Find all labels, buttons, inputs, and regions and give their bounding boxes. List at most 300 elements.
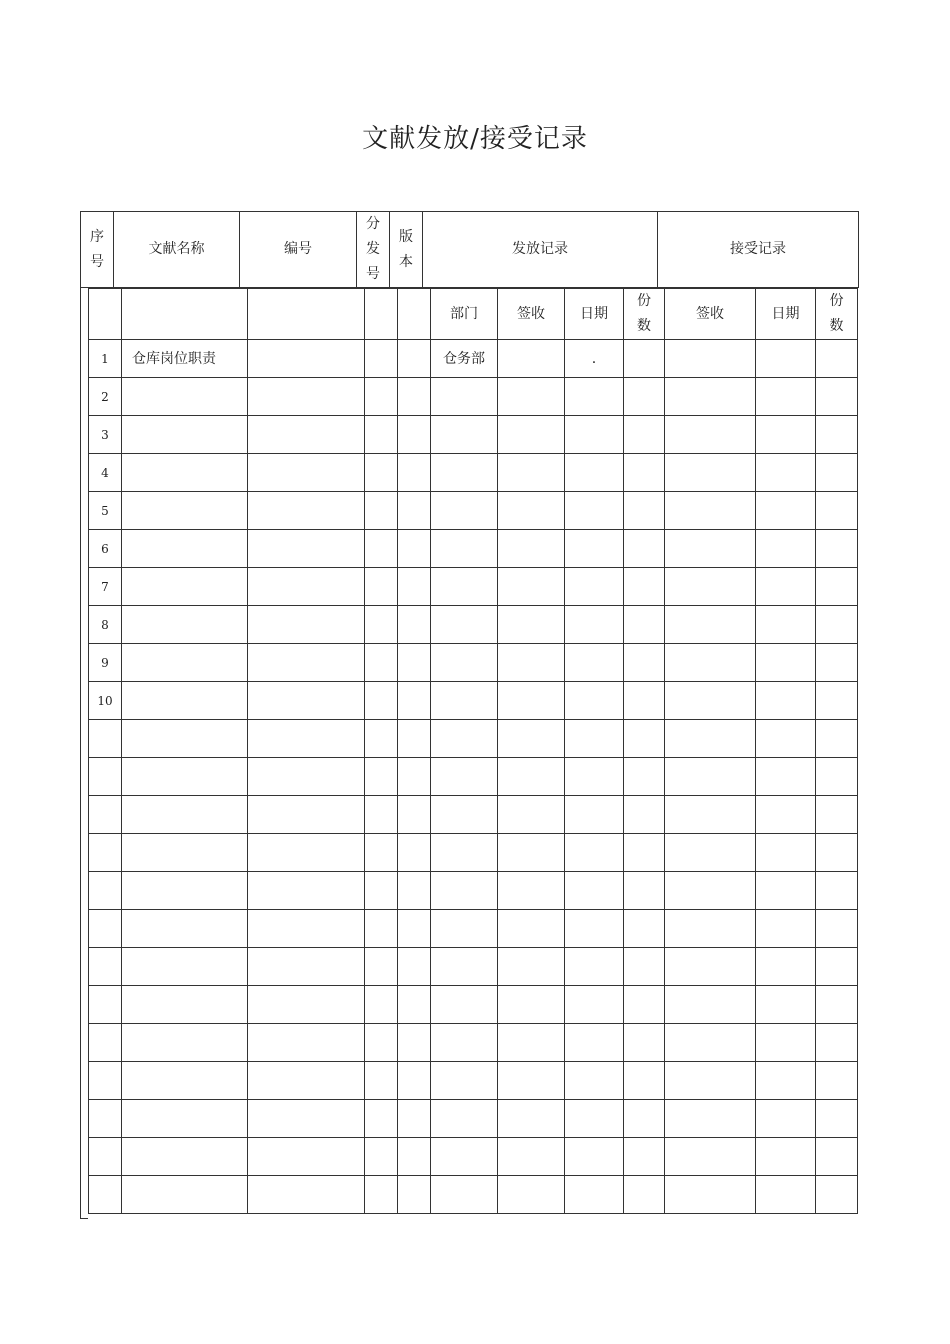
cell-doc-name[interactable]	[122, 910, 248, 948]
cell-dept[interactable]	[431, 530, 498, 568]
cell-recv-copies[interactable]	[816, 530, 858, 568]
cell-version[interactable]	[398, 1176, 431, 1214]
cell-recv-sign[interactable]	[665, 378, 756, 416]
cell-dist-no[interactable]	[365, 1024, 398, 1062]
cell-code[interactable]	[248, 682, 365, 720]
cell-recv-sign[interactable]	[665, 758, 756, 796]
cell-version[interactable]	[398, 378, 431, 416]
table-row	[89, 1062, 858, 1100]
cell-version[interactable]	[398, 834, 431, 872]
sub-issue-copies: 份数	[624, 289, 665, 340]
cell-issue-copies[interactable]	[624, 530, 665, 568]
cell-doc-name[interactable]	[122, 568, 248, 606]
cell-recv-sign[interactable]	[665, 796, 756, 834]
cell-recv-date[interactable]	[756, 492, 816, 530]
cell-recv-date[interactable]	[756, 1024, 816, 1062]
cell-issue-sign[interactable]	[498, 454, 565, 492]
cell-code[interactable]	[248, 416, 365, 454]
table-row	[89, 1176, 858, 1214]
cell-version[interactable]	[398, 606, 431, 644]
cell-doc-name[interactable]	[122, 796, 248, 834]
cell-code[interactable]	[248, 1138, 365, 1176]
cell-issue-copies[interactable]	[624, 1176, 665, 1214]
cell-issue-sign[interactable]	[498, 1100, 565, 1138]
cell-doc-name[interactable]	[122, 644, 248, 682]
cell-doc-name[interactable]	[122, 378, 248, 416]
cell-issue-date[interactable]	[565, 834, 624, 872]
cell-recv-date[interactable]	[756, 948, 816, 986]
cell-dist-no[interactable]	[365, 340, 398, 378]
cell-issue-sign[interactable]	[498, 834, 565, 872]
cell-recv-copies[interactable]	[816, 416, 858, 454]
cell-seq[interactable]	[89, 1024, 122, 1062]
cell-dept[interactable]	[431, 454, 498, 492]
cell-doc-name[interactable]	[122, 492, 248, 530]
cell-code[interactable]	[248, 530, 365, 568]
cell-doc-name[interactable]	[122, 530, 248, 568]
cell-seq[interactable]: 3	[89, 416, 122, 454]
cell-issue-sign[interactable]	[498, 796, 565, 834]
cell-recv-date[interactable]	[756, 1100, 816, 1138]
cell-recv-date[interactable]	[756, 606, 816, 644]
cell-issue-sign[interactable]	[498, 1024, 565, 1062]
cell-dist-no[interactable]	[365, 644, 398, 682]
cell-recv-copies[interactable]	[816, 986, 858, 1024]
cell-version[interactable]	[398, 796, 431, 834]
sub-blank	[89, 289, 122, 340]
cell-issue-sign[interactable]	[498, 416, 565, 454]
cell-dept[interactable]	[431, 796, 498, 834]
cell-version[interactable]	[398, 1062, 431, 1100]
cell-version[interactable]	[398, 1138, 431, 1176]
cell-issue-sign[interactable]	[498, 378, 565, 416]
cell-issue-copies[interactable]	[624, 454, 665, 492]
cell-issue-date[interactable]	[565, 1062, 624, 1100]
header-issue-record: 发放记录	[423, 212, 658, 288]
cell-code[interactable]	[248, 378, 365, 416]
cell-issue-copies[interactable]	[624, 758, 665, 796]
cell-recv-sign[interactable]	[665, 530, 756, 568]
cell-issue-copies[interactable]	[624, 340, 665, 378]
cell-issue-sign[interactable]	[498, 986, 565, 1024]
cell-recv-date[interactable]	[756, 378, 816, 416]
cell-seq[interactable]	[89, 910, 122, 948]
cell-dist-no[interactable]	[365, 720, 398, 758]
cell-issue-sign[interactable]	[498, 530, 565, 568]
cell-doc-name[interactable]	[122, 606, 248, 644]
cell-dept[interactable]	[431, 910, 498, 948]
cell-dist-no[interactable]	[365, 910, 398, 948]
cell-issue-sign[interactable]	[498, 758, 565, 796]
cell-dist-no[interactable]	[365, 796, 398, 834]
cell-doc-name[interactable]	[122, 1176, 248, 1214]
cell-recv-copies[interactable]	[816, 1138, 858, 1176]
cell-issue-date[interactable]	[565, 986, 624, 1024]
cell-dept[interactable]: 仓务部	[431, 340, 498, 378]
cell-dist-no[interactable]	[365, 758, 398, 796]
cell-recv-copies[interactable]	[816, 454, 858, 492]
cell-issue-copies[interactable]	[624, 378, 665, 416]
cell-code[interactable]	[248, 1176, 365, 1214]
cell-recv-copies[interactable]	[816, 1176, 858, 1214]
cell-dept[interactable]	[431, 1100, 498, 1138]
cell-issue-copies[interactable]	[624, 910, 665, 948]
cell-issue-sign[interactable]	[498, 948, 565, 986]
cell-recv-date[interactable]	[756, 568, 816, 606]
cell-issue-date[interactable]	[565, 454, 624, 492]
table-row	[89, 530, 858, 568]
cell-recv-copies[interactable]	[816, 1062, 858, 1100]
cell-seq[interactable]: 8	[89, 606, 122, 644]
cell-recv-sign[interactable]	[665, 1176, 756, 1214]
cell-issue-sign[interactable]	[498, 340, 565, 378]
cell-dist-no[interactable]	[365, 834, 398, 872]
cell-dept[interactable]	[431, 1138, 498, 1176]
cell-issue-date[interactable]	[565, 416, 624, 454]
cell-code[interactable]	[248, 1024, 365, 1062]
cell-issue-date[interactable]	[565, 378, 624, 416]
cell-recv-copies[interactable]	[816, 606, 858, 644]
cell-issue-copies[interactable]	[624, 1138, 665, 1176]
table-row	[89, 682, 858, 720]
cell-recv-sign[interactable]	[665, 492, 756, 530]
cell-doc-name[interactable]	[122, 872, 248, 910]
cell-recv-date[interactable]	[756, 872, 816, 910]
cell-recv-date[interactable]	[756, 682, 816, 720]
cell-seq[interactable]: 5	[89, 492, 122, 530]
cell-recv-sign[interactable]	[665, 834, 756, 872]
cell-dept[interactable]	[431, 948, 498, 986]
cell-recv-copies[interactable]	[816, 720, 858, 758]
cell-recv-copies[interactable]	[816, 492, 858, 530]
cell-issue-sign[interactable]	[498, 872, 565, 910]
cell-recv-sign[interactable]	[665, 986, 756, 1024]
cell-issue-copies[interactable]	[624, 948, 665, 986]
cell-dept[interactable]	[431, 872, 498, 910]
cell-code[interactable]	[248, 454, 365, 492]
cell-seq[interactable]: 6	[89, 530, 122, 568]
cell-issue-copies[interactable]	[624, 796, 665, 834]
cell-seq[interactable]: 2	[89, 378, 122, 416]
cell-doc-name[interactable]: 仓库岗位职责	[122, 340, 248, 378]
cell-dist-no[interactable]	[365, 872, 398, 910]
cell-version[interactable]	[398, 1100, 431, 1138]
cell-issue-copies[interactable]	[624, 1100, 665, 1138]
cell-version[interactable]	[398, 530, 431, 568]
cell-seq[interactable]	[89, 1176, 122, 1214]
cell-recv-copies[interactable]	[816, 796, 858, 834]
cell-recv-date[interactable]	[756, 1138, 816, 1176]
table-row	[89, 606, 858, 644]
sub-blank	[398, 289, 431, 340]
cell-seq[interactable]	[89, 758, 122, 796]
cell-issue-date[interactable]	[565, 796, 624, 834]
cell-issue-date[interactable]	[565, 492, 624, 530]
cell-code[interactable]	[248, 340, 365, 378]
cell-seq[interactable]: 9	[89, 644, 122, 682]
cell-recv-copies[interactable]	[816, 568, 858, 606]
cell-issue-sign[interactable]	[498, 606, 565, 644]
cell-version[interactable]	[398, 454, 431, 492]
cell-issue-copies[interactable]	[624, 1062, 665, 1100]
cell-seq[interactable]: 4	[89, 454, 122, 492]
cell-recv-sign[interactable]	[665, 720, 756, 758]
cell-doc-name[interactable]	[122, 416, 248, 454]
cell-code[interactable]	[248, 758, 365, 796]
cell-version[interactable]	[398, 872, 431, 910]
cell-issue-sign[interactable]	[498, 568, 565, 606]
cell-issue-sign[interactable]	[498, 682, 565, 720]
cell-dept[interactable]	[431, 1062, 498, 1100]
sub-recv-copies: 份数	[816, 289, 858, 340]
cell-issue-date[interactable]	[565, 1176, 624, 1214]
cell-doc-name[interactable]	[122, 1138, 248, 1176]
cell-recv-date[interactable]	[756, 340, 816, 378]
cell-issue-copies[interactable]	[624, 606, 665, 644]
cell-code[interactable]	[248, 644, 365, 682]
cell-recv-sign[interactable]	[665, 1062, 756, 1100]
cell-recv-copies[interactable]	[816, 872, 858, 910]
cell-issue-date[interactable]	[565, 568, 624, 606]
cell-issue-date[interactable]: .	[565, 340, 624, 378]
cell-version[interactable]	[398, 986, 431, 1024]
cell-recv-copies[interactable]	[816, 758, 858, 796]
cell-recv-copies[interactable]	[816, 1100, 858, 1138]
cell-issue-copies[interactable]	[624, 720, 665, 758]
cell-issue-date[interactable]	[565, 606, 624, 644]
cell-seq[interactable]	[89, 948, 122, 986]
cell-issue-sign[interactable]	[498, 644, 565, 682]
cell-doc-name[interactable]	[122, 834, 248, 872]
cell-version[interactable]	[398, 644, 431, 682]
cell-recv-copies[interactable]	[816, 910, 858, 948]
cell-code[interactable]	[248, 720, 365, 758]
cell-doc-name[interactable]	[122, 682, 248, 720]
cell-issue-sign[interactable]	[498, 1176, 565, 1214]
cell-dist-no[interactable]	[365, 948, 398, 986]
cell-recv-sign[interactable]	[665, 872, 756, 910]
cell-issue-copies[interactable]	[624, 986, 665, 1024]
cell-issue-date[interactable]	[565, 530, 624, 568]
cell-code[interactable]	[248, 834, 365, 872]
cell-dist-no[interactable]	[365, 492, 398, 530]
cell-code[interactable]	[248, 1100, 365, 1138]
cell-issue-sign[interactable]	[498, 910, 565, 948]
cell-doc-name[interactable]	[122, 720, 248, 758]
cell-issue-copies[interactable]	[624, 568, 665, 606]
cell-code[interactable]	[248, 910, 365, 948]
cell-version[interactable]	[398, 492, 431, 530]
table-row	[89, 948, 858, 986]
cell-issue-date[interactable]	[565, 1138, 624, 1176]
cell-doc-name[interactable]	[122, 758, 248, 796]
cell-issue-sign[interactable]	[498, 1062, 565, 1100]
table-row	[89, 1138, 858, 1176]
cell-issue-sign[interactable]	[498, 720, 565, 758]
cell-issue-date[interactable]	[565, 910, 624, 948]
cell-dept[interactable]	[431, 986, 498, 1024]
cell-issue-date[interactable]	[565, 1100, 624, 1138]
cell-dept[interactable]	[431, 492, 498, 530]
cell-recv-sign[interactable]	[665, 340, 756, 378]
cell-version[interactable]	[398, 340, 431, 378]
cell-recv-copies[interactable]	[816, 948, 858, 986]
cell-recv-date[interactable]	[756, 758, 816, 796]
cell-recv-date[interactable]	[756, 1176, 816, 1214]
cell-code[interactable]	[248, 948, 365, 986]
cell-version[interactable]	[398, 758, 431, 796]
cell-seq[interactable]	[89, 1062, 122, 1100]
cell-dept[interactable]	[431, 378, 498, 416]
cell-seq[interactable]	[89, 796, 122, 834]
cell-seq[interactable]	[89, 872, 122, 910]
cell-issue-copies[interactable]	[624, 872, 665, 910]
cell-version[interactable]	[398, 568, 431, 606]
cell-dist-no[interactable]	[365, 530, 398, 568]
cell-version[interactable]	[398, 720, 431, 758]
cell-dist-no[interactable]	[365, 454, 398, 492]
cell-dist-no[interactable]	[365, 1100, 398, 1138]
table-row	[89, 1024, 858, 1062]
cell-code[interactable]	[248, 492, 365, 530]
cell-issue-sign[interactable]	[498, 1138, 565, 1176]
cell-issue-copies[interactable]	[624, 416, 665, 454]
cell-dept[interactable]	[431, 644, 498, 682]
cell-dept[interactable]	[431, 682, 498, 720]
sub-recv-date: 日期	[756, 289, 816, 340]
cell-code[interactable]	[248, 872, 365, 910]
cell-recv-sign[interactable]	[665, 606, 756, 644]
cell-seq[interactable]	[89, 834, 122, 872]
cell-doc-name[interactable]	[122, 1100, 248, 1138]
cell-recv-date[interactable]	[756, 834, 816, 872]
cell-recv-date[interactable]	[756, 454, 816, 492]
cell-seq[interactable]: 10	[89, 682, 122, 720]
cell-code[interactable]	[248, 606, 365, 644]
cell-issue-copies[interactable]	[624, 682, 665, 720]
cell-recv-sign[interactable]	[665, 568, 756, 606]
cell-issue-sign[interactable]	[498, 492, 565, 530]
cell-issue-date[interactable]	[565, 682, 624, 720]
table-row	[89, 796, 858, 834]
cell-issue-copies[interactable]	[624, 834, 665, 872]
cell-version[interactable]	[398, 682, 431, 720]
cell-dist-no[interactable]	[365, 1176, 398, 1214]
cell-doc-name[interactable]	[122, 986, 248, 1024]
cell-recv-date[interactable]	[756, 416, 816, 454]
cell-recv-date[interactable]	[756, 910, 816, 948]
cell-dist-no[interactable]	[365, 1062, 398, 1100]
cell-dist-no[interactable]	[365, 378, 398, 416]
table-row	[89, 416, 858, 454]
cell-doc-name[interactable]	[122, 1024, 248, 1062]
cell-code[interactable]	[248, 1062, 365, 1100]
cell-doc-name[interactable]	[122, 1062, 248, 1100]
cell-recv-sign[interactable]	[665, 644, 756, 682]
cell-dept[interactable]	[431, 568, 498, 606]
page-title: 文献发放/接受记录	[362, 124, 588, 154]
cell-recv-date[interactable]	[756, 796, 816, 834]
cell-seq[interactable]	[89, 720, 122, 758]
cell-issue-date[interactable]	[565, 872, 624, 910]
cell-issue-copies[interactable]	[624, 1024, 665, 1062]
cell-doc-name[interactable]	[122, 948, 248, 986]
cell-recv-sign[interactable]	[665, 948, 756, 986]
cell-recv-sign[interactable]	[665, 416, 756, 454]
cell-recv-date[interactable]	[756, 720, 816, 758]
cell-code[interactable]	[248, 986, 365, 1024]
cell-dist-no[interactable]	[365, 986, 398, 1024]
cell-issue-date[interactable]	[565, 720, 624, 758]
cell-issue-date[interactable]	[565, 948, 624, 986]
cell-issue-copies[interactable]	[624, 644, 665, 682]
cell-dept[interactable]	[431, 720, 498, 758]
cell-dept[interactable]	[431, 758, 498, 796]
cell-recv-sign[interactable]	[665, 910, 756, 948]
cell-doc-name[interactable]	[122, 454, 248, 492]
cell-recv-sign[interactable]	[665, 454, 756, 492]
cell-recv-copies[interactable]	[816, 378, 858, 416]
cell-code[interactable]	[248, 568, 365, 606]
cell-seq[interactable]	[89, 1100, 122, 1138]
cell-seq[interactable]	[89, 1138, 122, 1176]
cell-seq[interactable]	[89, 986, 122, 1024]
cell-version[interactable]	[398, 1024, 431, 1062]
table-row	[89, 1100, 858, 1138]
cell-recv-sign[interactable]	[665, 1100, 756, 1138]
cell-dist-no[interactable]	[365, 682, 398, 720]
cell-recv-date[interactable]	[756, 986, 816, 1024]
cell-recv-date[interactable]	[756, 530, 816, 568]
cell-recv-sign[interactable]	[665, 1138, 756, 1176]
cell-recv-copies[interactable]	[816, 682, 858, 720]
cell-issue-date[interactable]	[565, 758, 624, 796]
cell-recv-date[interactable]	[756, 1062, 816, 1100]
table-row	[89, 872, 858, 910]
cell-dept[interactable]	[431, 416, 498, 454]
cell-dept[interactable]	[431, 1024, 498, 1062]
sub-issue-sign: 签收	[498, 289, 565, 340]
cell-recv-sign[interactable]	[665, 1024, 756, 1062]
cell-dist-no[interactable]	[365, 1138, 398, 1176]
cell-recv-sign[interactable]	[665, 682, 756, 720]
cell-seq[interactable]: 7	[89, 568, 122, 606]
table-row	[89, 834, 858, 872]
cell-version[interactable]	[398, 910, 431, 948]
cell-seq[interactable]: 1	[89, 340, 122, 378]
cell-issue-date[interactable]	[565, 1024, 624, 1062]
cell-issue-copies[interactable]	[624, 492, 665, 530]
record-table	[88, 288, 858, 1214]
cell-version[interactable]	[398, 416, 431, 454]
cell-recv-copies[interactable]	[816, 644, 858, 682]
cell-dist-no[interactable]	[365, 606, 398, 644]
cell-version[interactable]	[398, 948, 431, 986]
cell-recv-copies[interactable]	[816, 834, 858, 872]
cell-issue-date[interactable]	[565, 644, 624, 682]
header-seq: 序号	[81, 212, 114, 288]
table-row	[89, 378, 858, 416]
cell-dept[interactable]	[431, 1176, 498, 1214]
cell-recv-date[interactable]	[756, 644, 816, 682]
cell-dist-no[interactable]	[365, 416, 398, 454]
cell-recv-copies[interactable]	[816, 340, 858, 378]
cell-recv-copies[interactable]	[816, 1024, 858, 1062]
cell-dist-no[interactable]	[365, 568, 398, 606]
cell-code[interactable]	[248, 796, 365, 834]
cell-dept[interactable]	[431, 834, 498, 872]
cell-dept[interactable]	[431, 606, 498, 644]
